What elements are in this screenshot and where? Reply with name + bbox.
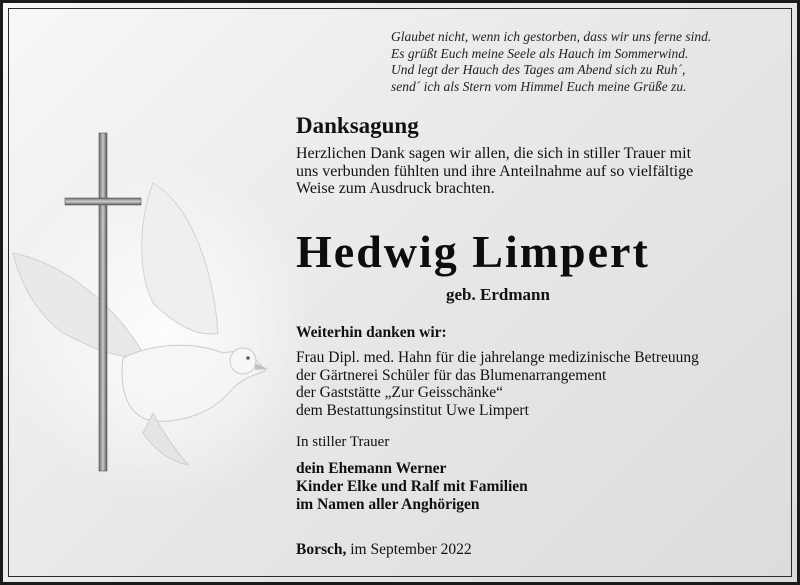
page-title: Danksagung: [296, 113, 419, 138]
poem-line: Es grüßt Euch meine Seele als Hauch im Sommerwind.: [391, 45, 689, 61]
mourning-intro: In stiller Trauer: [296, 434, 390, 450]
memorial-artwork: [3, 3, 303, 585]
further-thanks-heading: Weiterhin danken wir:: [296, 324, 447, 341]
poem-line: Glaubet nicht, wenn ich gestorben, dass wir uns ferne sind.: [391, 29, 712, 44]
poem-line: send´ ich als Stern vom Himmel Euch meine Grüße zu.: [391, 78, 687, 94]
maiden-name: geb. Erdmann: [446, 285, 550, 304]
date: im September 2022: [350, 541, 472, 558]
mourner: Kinder Elke und Ralf mit Familien: [296, 478, 528, 495]
mourners-list: [296, 460, 528, 514]
mourner: im Namen aller Anghörigen: [296, 496, 480, 513]
place: Borsch,: [296, 541, 347, 558]
place-and-date: [296, 541, 472, 559]
thank-you-text: [296, 145, 776, 198]
intro-line: uns verbunden fühlten und ihre Anteilnahme auf so vielfältige: [296, 162, 694, 180]
thanks-item: der Gaststätte „Zur Geisschänke“: [296, 384, 504, 401]
intro-line: Herzlichen Dank sagen wir allen, die sich in stiller Trauer mit: [296, 145, 692, 162]
deceased-name: Hedwig Limpert: [296, 226, 650, 277]
thanks-item: Frau Dipl. med. Hahn für die jahrelange medizinische Betreuung: [296, 349, 699, 366]
further-thanks-list: [296, 349, 786, 419]
thanks-item: der Gärtnerei Schüler für das Blumenarrangement: [296, 366, 607, 384]
poem-line: Und legt der Hauch des Tages am Abend sich zu Ruh´,: [391, 62, 686, 77]
poem: [391, 29, 791, 95]
mourner: dein Ehemann Werner: [296, 460, 447, 477]
thanks-item: dem Bestattungsinstitut Uwe Limpert: [296, 401, 529, 419]
intro-line: Weise zum Ausdruck brachten.: [296, 180, 495, 197]
